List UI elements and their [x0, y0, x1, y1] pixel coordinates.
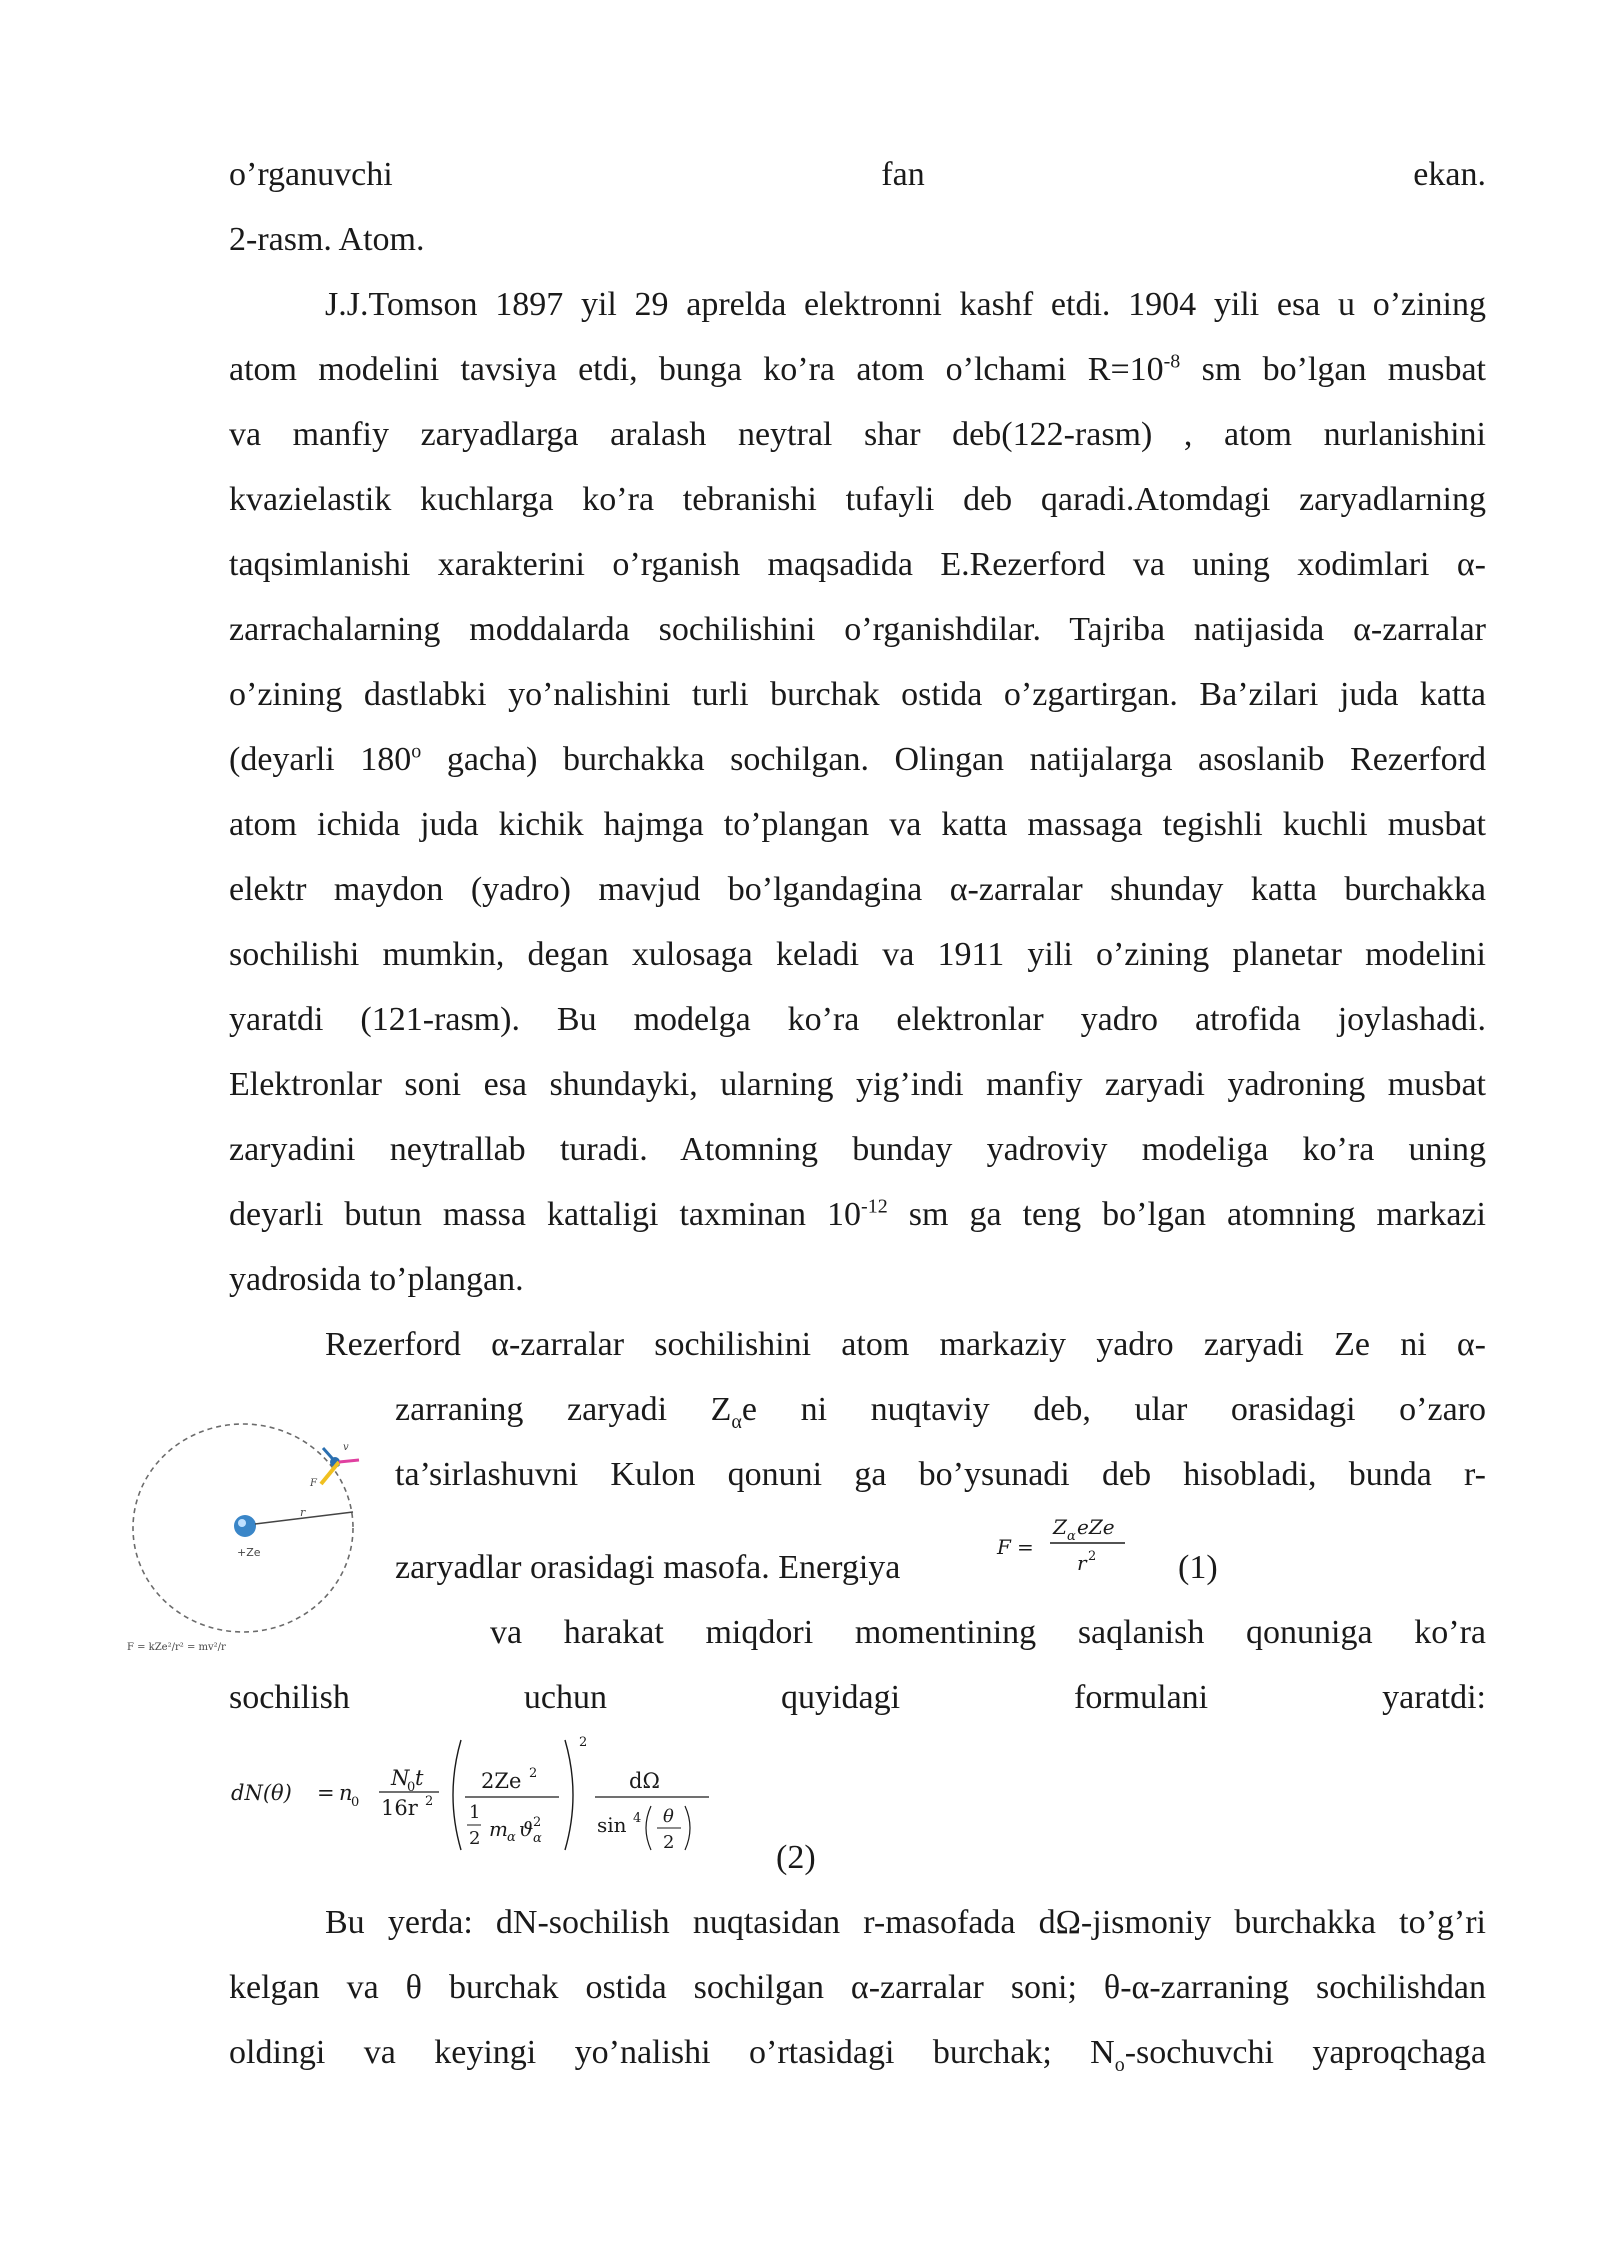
text-line: zaryadini neytrallab turadi. Atomning bunday yadroviy modeliga ko’ra uning [229, 1131, 1486, 1168]
figure-caption-formula: F = kZe²/r² = mv²/r [127, 1642, 226, 1653]
fraction1-numerator-rest: t [415, 1766, 424, 1790]
text-line: zaryadlar orasidagi masofa. Energiya [395, 1549, 901, 1586]
formula-n: n [339, 1781, 353, 1805]
text-line: yaratdi (121-rasm). Bu modelga ko’ra elektronlar yadro atrofida joylashadi. [229, 1001, 1486, 1038]
nucleus-highlight-icon [238, 1519, 246, 1527]
fraction2-den-two: 2 [469, 1828, 481, 1849]
text-line: zarraning zaryadi $Z_\alpha e$ ni nuqtaviy deb, ular orasidagi o’zaro [395, 1391, 1486, 1433]
text-line: va harakat miqdori momentining saqlanish qonuniga ko’ra [490, 1614, 1486, 1651]
text-line: zarrachalarning moddalarda sochilishini o’rganishdilar. Tajriba natijasida α-zarralar [229, 611, 1486, 648]
fraction3-numerator: dΩ [629, 1769, 660, 1793]
text-line: kelgan va θ burchak ostida sochilgan α-zarralar soni; θ-α-zarraning sochilishdan [229, 1969, 1486, 2006]
fraction2-den-m-sub: α [507, 1830, 516, 1845]
outer-exponent: 2 [579, 1735, 588, 1750]
left-paren [646, 1806, 651, 1850]
nucleus-label: +Ze [237, 1546, 261, 1559]
formula-denominator: r [1077, 1551, 1087, 1575]
text-line: kvazielastik kuchlarga ko’ra tebranishi tufayli deb qaradi.Atomdagi zaryadlarning [229, 481, 1486, 518]
rutherford-scattering-formula [229, 1730, 719, 1860]
text-line: deyarli butun massa kattaligi taxminan $10^{-12}$ sm ga teng bo’lgan atomning markazi [229, 1195, 1486, 1233]
text-line: J.J.Tomson 1897 yil 29 aprelda elektronni kashf etdi. 1904 yili esa u o’zining [325, 286, 1486, 323]
text-line: elektr maydon (yadro) mavjud bo’lgandagina α-zarralar shunday katta burchakka [229, 871, 1486, 908]
fraction2-den-v: ϑ [519, 1817, 534, 1841]
fraction3-arg-num: θ [663, 1806, 674, 1827]
text-line: va manfiy zaryadlarga aralash neytral shar deb(122-rasm) , atom nurlanishini [229, 416, 1486, 453]
fraction1-denominator-sup: 2 [425, 1794, 434, 1809]
fraction2-den-one: 1 [469, 1802, 481, 1823]
text-line: o’rganuvchi fan ekan. [229, 156, 1486, 193]
fraction3-arg-den: 2 [663, 1832, 675, 1853]
text-line: atom modelini tavsiya etdi, bunga ko’ra atom o’lchami $R=10^{-8}$ sm bo’lgan musbat [229, 350, 1486, 388]
text-line: atom ichida juda kichik hajmga to’plangan va katta massaga tegishli kuchli musbat [229, 806, 1486, 843]
formula-equals: = [1017, 1535, 1034, 1559]
text-line: oldingi va keyingi yo’nalishi o’rtasidagi burchak; $N_o$-sochuvchi yaproqchaga [229, 2034, 1487, 2076]
fraction1-denominator: 16r [381, 1796, 418, 1820]
text-line: Bu yerda: dN-sochilish nuqtasidan r-masofada dΩ-jismoniy burchakka to’g’ri [325, 1904, 1486, 1941]
fraction3-den-sin: sin [597, 1813, 627, 1837]
right-paren [685, 1806, 690, 1850]
velocity-label: v [343, 1442, 349, 1453]
fraction2-numerator-sup: 2 [529, 1766, 538, 1781]
equation-number: (2) [776, 1839, 816, 1876]
fraction2-den-m: m [489, 1817, 508, 1841]
force-label: F [310, 1478, 317, 1489]
text-line: Elektronlar soni esa shundayki, ularning yig’indi manfiy zaryadi yadroning musbat [229, 1066, 1486, 1103]
atom-model-figure [125, 1420, 365, 1660]
text-line: o’zining dastlabki yo’nalishini turli burchak ostida o’zgartirgan. Ba’zilari juda katta [229, 676, 1486, 713]
text-line: Rezerford α-zarralar sochilishini atom markaziy yadro zaryadi Ze ni α- [325, 1326, 1486, 1363]
equation-number: (1) [1178, 1549, 1218, 1586]
fraction2-den-v-sup: 2 [533, 1815, 542, 1830]
text-line: yadrosida to’plangan. [229, 1261, 524, 1298]
fraction2-numerator: 2Ze [481, 1769, 522, 1793]
formula-numerator-z: Z [1053, 1515, 1067, 1539]
fraction1-numerator-sub: 0 [407, 1780, 416, 1795]
formula-numerator-rest: eZe [1077, 1515, 1115, 1539]
formula-n-sub: 0 [351, 1795, 360, 1810]
formula-equals: = [317, 1781, 335, 1805]
figure-caption: 2-rasm. Atom. [229, 221, 425, 258]
radius-label: r [300, 1506, 306, 1519]
text-line: (deyarli 180$^o$ gacha) burchakka sochilgan. Olingan natijalarga asoslanib Rezerford [229, 740, 1487, 778]
fraction3-den-sin-sup: 4 [633, 1811, 642, 1826]
formula-lhs: F [997, 1535, 1011, 1559]
text-line: sochilish uchun quyidagi formulani yaratdi: [229, 1679, 1486, 1716]
tangent-arrow [339, 1460, 359, 1462]
text-line: taqsimlanishi xarakterini o’rganish maqsadida E.Rezerford va uning xodimlari α- [229, 546, 1486, 583]
formula-numerator-sub: α [1067, 1529, 1076, 1544]
right-paren [565, 1740, 573, 1850]
formula-lhs: dN(θ) [231, 1781, 292, 1805]
text-line: ta’sirlashuvni Kulon qonuni ga bo’ysunadi deb hisobladi, bunda r- [395, 1456, 1486, 1493]
nucleus-icon [234, 1515, 256, 1537]
text-line: sochilishi mumkin, degan xulosaga keladi va 1911 yili o’zining planetar modelini [229, 936, 1486, 973]
fraction2-den-v-sub: α [533, 1831, 542, 1846]
coulomb-force-formula [995, 1508, 1130, 1588]
formula-denominator-sup: 2 [1088, 1549, 1097, 1564]
left-paren [453, 1740, 461, 1850]
fraction1-numerator: N [391, 1766, 410, 1790]
